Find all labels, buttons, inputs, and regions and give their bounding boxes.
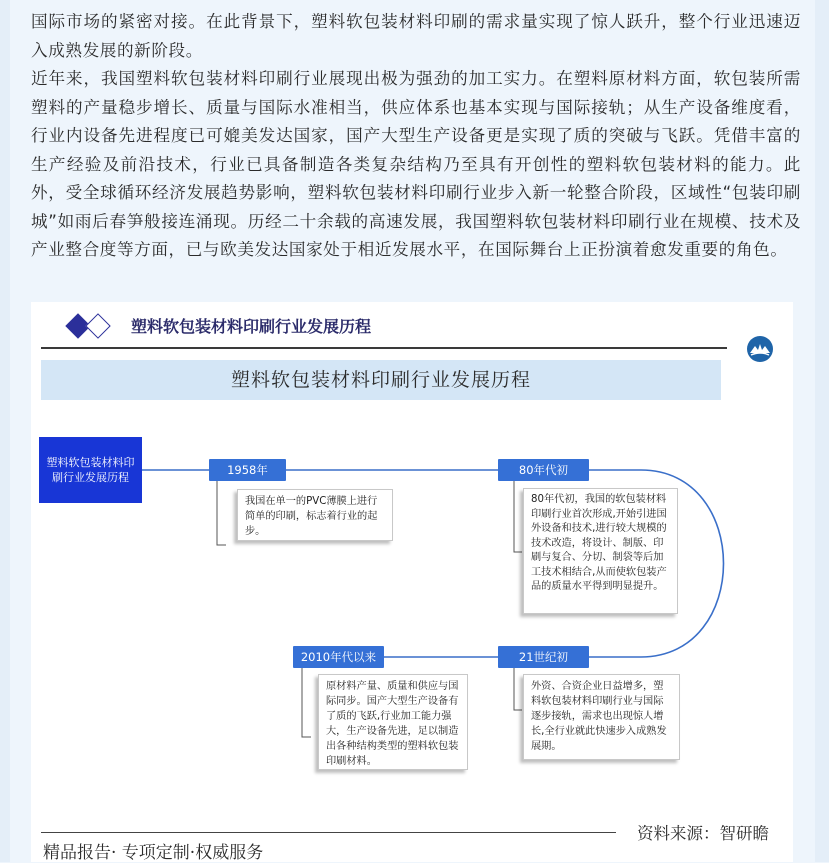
milestone-label-1958: 1958年: [209, 459, 286, 481]
footer-divider: [41, 832, 616, 833]
footer-source: 资料来源：智研瞻: [637, 824, 769, 843]
figure-header-title: 塑料软包装材料印刷行业发展历程: [131, 317, 372, 336]
milestone-label-80s: 80年代初: [498, 459, 589, 481]
milestone-desc-21st-century: 外资、合资企业日益增多，塑料软包装材料印刷行业与国际逐步接轨，需求也出现惊人增长,全行业就此快速步入成熟发展期。: [523, 674, 680, 760]
article-paragraph-2: 近年来，我国塑料软包装材料印刷行业展现出极为强劲的加工实力。在塑料原材料方面，软包装所需塑料的产量稳步增长、质量与国际水准相当，供应体系也基本实现与国际接轨；从生产设备维度看，行业内设备先进程度已可媲美发达国家，国产大型生产设备更是实现了质的突破与飞跃。凭借丰富的生产经验及前沿技术，行业已具备制造各类复杂结构乃至具有开创性的塑料软包装材料的能力。此外，受全球循环经济发展趋势影响，塑料软包装材料印刷行业步入新一轮整合阶段，区域性“包装印刷城”如雨后春笋般接连涌现。历经二十余载的高速发展，我国塑料软包装材料印刷行业在规模、技术及产业整合度等方面，已与欧美发达国家处于相近发展水平，在国际舞台上正扮演着愈发重要的角色。: [31, 69, 801, 259]
footer-slogan: 精品报告· 专项定制·权威服务: [43, 843, 264, 863]
page-right-edge: [815, 0, 829, 862]
page-left-edge: [0, 0, 10, 862]
timeline-connectors: [31, 302, 793, 862]
milestone-label-21st-century: 21世纪初: [498, 646, 589, 668]
figure-banner-title: 塑料软包装材料印刷行业发展历程: [230, 369, 531, 391]
milestone-desc-1958: 我国在单一的PVC薄膜上进行简单的印刷，标志着行业的起步。: [237, 489, 393, 541]
milestone-desc-80s: 80年代初，我国的软包装材料印刷行业首次形成,开始引进国外设备和技术,进行较大规模的技术改造，将设计、制版、印刷与复合、分切、制袋等后加工技术相结合,从而使软包装产品的质量水平得到明显提升。: [523, 488, 678, 614]
milestone-desc-2010s: 原材料产量、质量和供应与国际同步。国产大型生产设备有了质的飞跃,行业加工能力强大，生产设备先进，足以制造出各种结构类型的塑料软包装印刷材料。: [318, 674, 468, 770]
article-body: [31, 8, 801, 265]
timeline-start-box: 塑料软包装材料印刷行业发展历程: [39, 437, 142, 503]
timeline-figure: [31, 302, 793, 862]
milestone-label-2010s: 2010年代以来: [293, 646, 384, 668]
article-paragraph-1: 国际市场的紧密对接。在此背景下，塑料软包装材料印刷的需求量实现了惊人跃升，整个行业迅速迈入成熟发展的新阶段。: [31, 12, 801, 60]
